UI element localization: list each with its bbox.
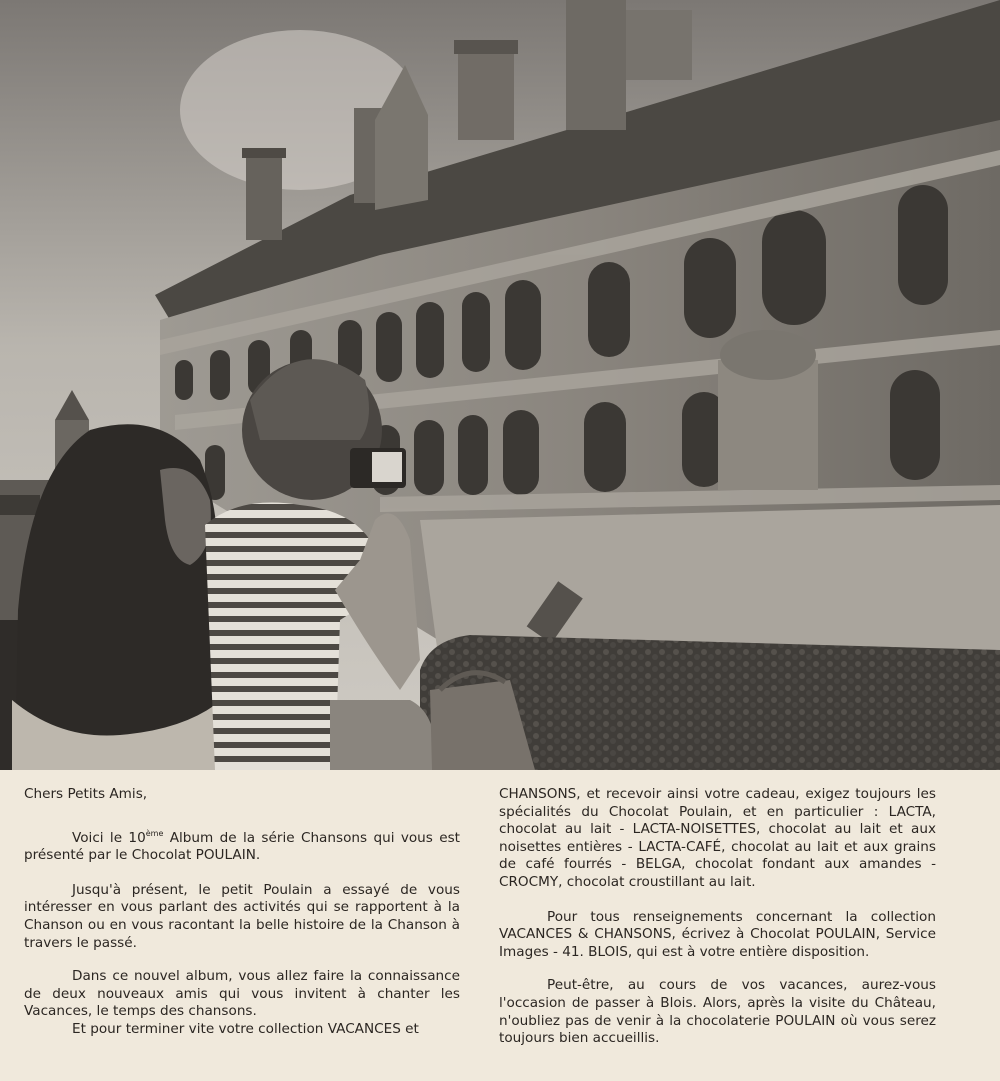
letter-paragraph-4-start: Et pour terminer vite votre collection VACANCES et xyxy=(72,1020,419,1037)
letter-greeting: Chers Petits Amis, xyxy=(24,786,148,802)
letter-column-left xyxy=(24,786,460,1039)
letter-paragraph-4-cont: CHANSONS, et recevoir ainsi votre cadeau, exigez toujours les spécialités du Chocolat Poulain, et en particulier : LACTA, chocolat au lait - LACTA-NOISETTES, chocolat au lait et aux noisettes entières - LACTA-CAFÉ, chocolat au lait et aux grains de café fourrés - BELGA, chocolat fondant aux amandes - CROCMY, chocolat croustillant au lait. xyxy=(499,786,936,890)
letter-paragraph-1: Voici le 10ème Album de la série Chansons qui vous est présenté par le Chocolat POULAIN. xyxy=(24,828,460,864)
letter-paragraph-5: Pour tous renseignements concernant la collection VACANCES & CHANSONS, écrivez à Chocolat POULAIN, Service Images - 41. BLOIS, qui est à votre entière disposition. xyxy=(499,908,936,960)
letter-paragraph-2: Jusqu'à présent, le petit Poulain a essayé de vous intéresser en vous parlant des activités qui se rapportent à la Chanson ou en vous racontant la belle histoire de la Chanson à travers le passé. xyxy=(24,881,460,951)
letter-paragraph-6: Peut-être, au cours de vos vacances, aurez-vous l'occasion de passer à Blois. Alors, après la visite du Château, n'oubliez pas de venir à la chocolaterie POULAIN où vous serez toujours bien accueillis. xyxy=(499,977,936,1047)
letter-paragraph-3: Dans ce nouvel album, vous allez faire la connaissance de deux nouveaux amis qui vous invitent à chanter les Vacances, le temps des chansons. xyxy=(24,968,460,1020)
letter-text xyxy=(0,770,1000,1081)
letter-column-right xyxy=(499,786,936,1048)
